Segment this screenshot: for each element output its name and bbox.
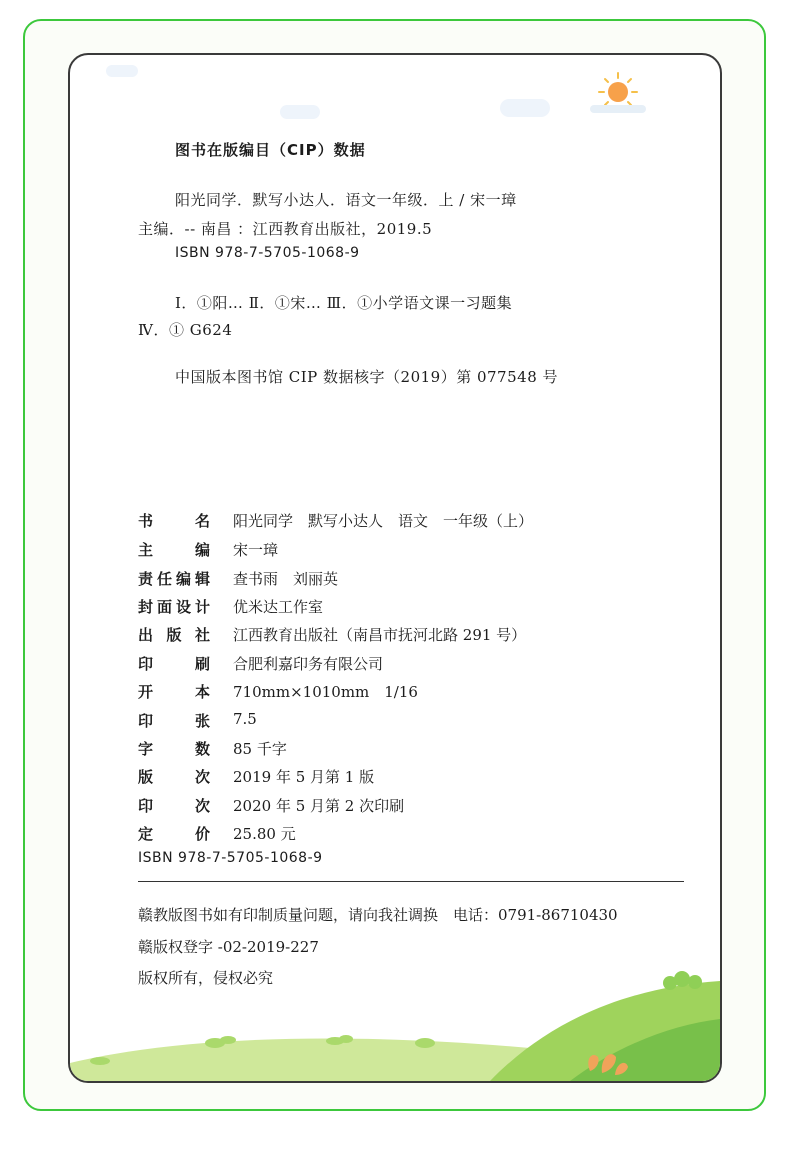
info-value: 2019 年 5 月第 1 版 — [233, 768, 375, 786]
footer-quality-notice: 赣教版图书如有印制质量问题，请向我社调换 电话：0791-86710430 — [138, 906, 618, 924]
isbn: ISBN 978-7-5705-1068-9 — [138, 850, 323, 866]
info-value: 查书雨 刘丽英 — [233, 570, 339, 588]
divider — [138, 881, 684, 882]
info-label: 封面设计 — [138, 598, 210, 616]
cip-line: Ⅰ．①阳… Ⅱ．①宋… Ⅲ．①小学语文课一习题集 — [175, 294, 513, 312]
info-value: 2020 年 5 月第 2 次印刷 — [233, 797, 405, 815]
info-value: 合肥利嘉印务有限公司 — [233, 655, 384, 673]
cip-line: 主编．-- 南昌 ：江西教育出版社，2019.5 — [138, 220, 433, 238]
footer-registration: 赣版权登字 -02-2019-227 — [138, 938, 319, 956]
cip-line: Ⅳ．① G624 — [138, 321, 233, 339]
info-label: 印刷 — [138, 655, 210, 673]
info-value: 7.5 — [233, 710, 257, 728]
info-label: 版次 — [138, 768, 210, 786]
info-label: 印张 — [138, 712, 210, 730]
info-value: 优米达工作室 — [233, 598, 324, 616]
info-label: 定价 — [138, 825, 210, 843]
info-label: 主编 — [138, 541, 210, 559]
info-value: 710mm×1010mm 1/16 — [233, 683, 418, 701]
cloud-decoration — [500, 99, 550, 117]
info-value: 25.80 元 — [233, 825, 296, 843]
info-value: 阳光同学 默写小达人 语文 一年级（上） — [233, 512, 534, 530]
info-label: 书名 — [138, 512, 210, 530]
sun-icon — [588, 71, 648, 117]
info-label: 字数 — [138, 740, 210, 758]
info-value: 85 千字 — [233, 740, 287, 758]
footer-rights: 版权所有，侵权必究 — [138, 969, 274, 987]
cip-title: 图书在版编目（CIP）数据 — [175, 141, 366, 159]
info-value: 江西教育出版社（南昌市抚河北路 291 号） — [233, 626, 527, 644]
copyright-page — [68, 53, 722, 1083]
cloud-decoration — [280, 105, 320, 119]
info-value: 宋一璋 — [233, 541, 279, 559]
info-label: 开本 — [138, 683, 210, 701]
info-label: 出版社 — [138, 626, 210, 644]
cip-line: ISBN 978-7-5705-1068-9 — [175, 245, 360, 261]
cip-line: 阳光同学．默写小达人．语文一年级．上 / 宋一璋 — [175, 191, 517, 209]
info-label: 印次 — [138, 797, 210, 815]
info-label: 责任编辑 — [138, 570, 210, 588]
cip-line: 中国版本图书馆 CIP 数据核字（2019）第 077548 号 — [175, 368, 559, 386]
hills-decoration — [70, 971, 720, 1081]
cloud-decoration — [106, 65, 138, 77]
